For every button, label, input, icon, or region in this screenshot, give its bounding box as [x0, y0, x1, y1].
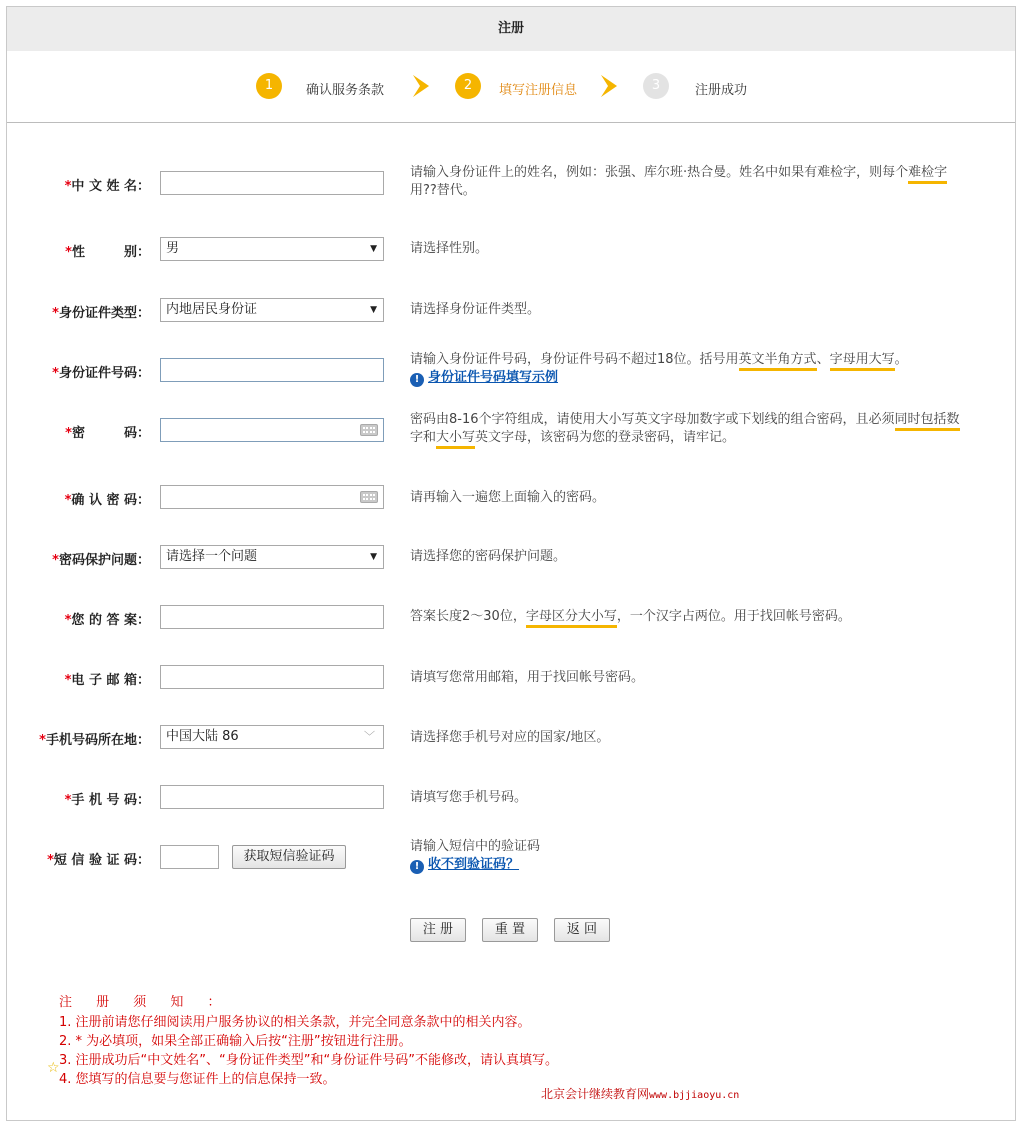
- sms-label: *短 信 验 证 码：: [47, 853, 150, 868]
- security-question-select[interactable]: 请选择一个问题 ▼: [160, 545, 384, 569]
- answer-label: *您 的 答 案：: [64, 613, 150, 628]
- chinese-name-input[interactable]: [160, 171, 384, 195]
- notice-item: 3. 注册成功后“中文姓名”、“身份证件类型”和“身份证件号码”不能修改，请认真填写。: [59, 1053, 558, 1068]
- star-icon: ☆: [47, 1060, 60, 1076]
- password-input[interactable]: [160, 418, 384, 442]
- notice-title: 注 册 须 知 ：: [59, 995, 231, 1010]
- mobile-label: *手 机 号 码：: [64, 793, 150, 808]
- name-hint: 请输入身份证件上的姓名，例如：张强、库尔班·热合曼。姓名中如果有难检字，则每个难检字 用??替代。: [410, 165, 948, 198]
- answer-input[interactable]: [160, 605, 384, 629]
- email-input[interactable]: [160, 665, 384, 689]
- dropdown-arrow-icon: ▼: [370, 305, 377, 315]
- phone-region-select[interactable]: 中国大陆 86 ﹀: [160, 725, 384, 749]
- info-icon: !: [410, 373, 424, 387]
- footer-watermark: 北京会计继续教育网www.bjjiaoyu.cn: [541, 1087, 740, 1101]
- confirm-password-label: *确 认 密 码：: [64, 493, 150, 508]
- step-1-label: 确认服务条款: [306, 83, 385, 98]
- gender-select[interactable]: 男 ▼: [160, 237, 384, 261]
- step-arrow-icon: [413, 75, 429, 97]
- name-label: *中 文 姓 名：: [64, 179, 150, 194]
- step-1-badge: 1: [256, 73, 282, 99]
- id-number-label: *身份证件号码：: [52, 366, 150, 381]
- id-number-example-link[interactable]: 身份证件号码填写示例: [428, 370, 559, 385]
- id-number-input[interactable]: [160, 358, 384, 382]
- reset-button[interactable]: 重 置: [482, 918, 538, 942]
- sms-hint: 请输入短信中的验证码 ! 收不到验证码？: [410, 839, 541, 872]
- mobile-hint: 请填写您手机号码。: [410, 790, 528, 805]
- mobile-input[interactable]: [160, 785, 384, 809]
- id-type-label: *身份证件类型：: [52, 306, 150, 321]
- step-3-label: 注册成功: [695, 83, 748, 98]
- email-label: *电 子 邮 箱：: [64, 673, 150, 688]
- id-type-hint: 请选择身份证件类型。: [410, 302, 541, 317]
- region-label: *手机号码所在地：: [39, 733, 150, 748]
- notice-item: 2. * 为必填项，如果全部正确输入后按“注册”按钮进行注册。: [59, 1034, 412, 1049]
- notice-item: 4. 您填写的信息要与您证件上的信息保持一致。: [59, 1072, 336, 1087]
- password-label: *密 码：: [65, 426, 150, 441]
- step-arrow-icon: [601, 75, 617, 97]
- question-label: *密码保护问题：: [52, 553, 150, 568]
- keyboard-icon[interactable]: [360, 424, 378, 436]
- sms-code-input[interactable]: [160, 845, 219, 869]
- notice-item: 1. 注册前请您仔细阅读用户服务协议的相关条款，并完全同意条款中的相关内容。: [59, 1015, 531, 1030]
- no-code-help-link[interactable]: 收不到验证码？: [428, 857, 520, 872]
- answer-hint: 答案长度2～30位，字母区分大小写，一个汉字占两位。用于找回帐号密码。: [410, 608, 1005, 626]
- email-hint: 请填写您常用邮箱，用于找回帐号密码。: [410, 670, 645, 685]
- get-sms-code-button[interactable]: 获取短信验证码: [232, 845, 346, 869]
- dropdown-arrow-icon: ▼: [370, 244, 377, 254]
- info-icon: !: [410, 860, 424, 874]
- step-3-badge: 3: [643, 73, 669, 99]
- register-button[interactable]: 注 册: [410, 918, 466, 942]
- back-button[interactable]: 返 回: [554, 918, 610, 942]
- gender-label: *性 别：: [65, 245, 150, 260]
- step-2-badge: 2: [455, 73, 481, 99]
- region-hint: 请选择您手机号对应的国家/地区。: [410, 730, 610, 745]
- id-type-select[interactable]: 内地居民身份证 ▼: [160, 298, 384, 322]
- chevron-down-icon: ﹀: [364, 730, 375, 743]
- step-2-label: 填写注册信息: [499, 83, 578, 98]
- keyboard-icon[interactable]: [360, 491, 378, 503]
- step-progress: [7, 51, 1015, 123]
- id-number-hint: 请输入身份证件号码，身份证件号码不超过18位。括号用英文半角方式、字母用大写。 ! 身份证件号码填写示例: [410, 352, 908, 385]
- registration-window: [6, 6, 1016, 1121]
- confirm-password-input[interactable]: [160, 485, 384, 509]
- dropdown-arrow-icon: ▼: [370, 552, 377, 562]
- page-title: 注册: [7, 7, 1015, 51]
- question-hint: 请选择您的密码保护问题。: [410, 549, 567, 564]
- password-hint: 密码由8-16个字符组成，请使用大小写英文字母加数字或下划线的组合密码，且必须同时包括数 字和大小写英文字母，该密码为您的登录密码，请牢记。: [410, 411, 1005, 447]
- confirm-password-hint: 请再输入一遍您上面输入的密码。: [410, 490, 606, 505]
- gender-hint: 请选择性别。: [410, 241, 489, 256]
